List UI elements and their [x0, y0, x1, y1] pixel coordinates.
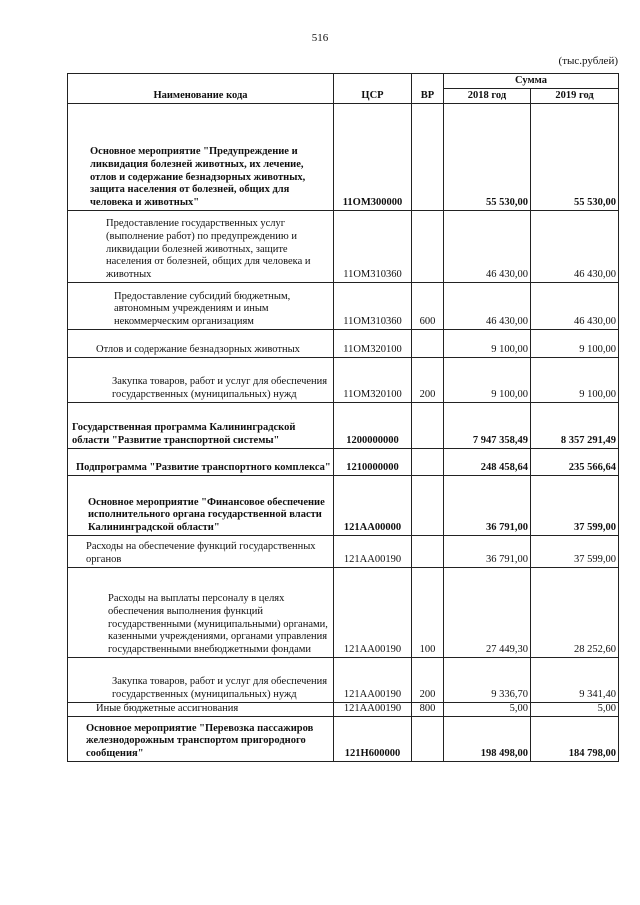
header-year-2018: 2018 год: [444, 89, 531, 104]
row-csr: 11ОМ320100: [334, 358, 412, 403]
row-name: Подпрограмма "Развитие транспортного комплекса": [68, 449, 334, 476]
row-name: Закупка товаров, работ и услуг для обеспечения государственных (муниципальных) нужд: [68, 658, 334, 703]
row-sum-2018: 46 430,00: [444, 283, 531, 330]
row-vr: 800: [412, 703, 444, 717]
row-sum-2019: 37 599,00: [531, 536, 619, 568]
row-csr: 11ОМ300000: [334, 104, 412, 211]
header-year-2019: 2019 год: [531, 89, 619, 104]
row-csr: 11ОМ310360: [334, 283, 412, 330]
row-csr: 11ОМ320100: [334, 330, 412, 358]
row-sum-2019: 9 341,40: [531, 658, 619, 703]
row-csr: 121АА00190: [334, 536, 412, 568]
row-vr: [412, 330, 444, 358]
table-row: [68, 358, 619, 403]
row-name: Государственная программа Калининградской области "Развитие транспортной системы": [68, 403, 334, 449]
table-row: [68, 717, 619, 762]
row-sum-2019: 9 100,00: [531, 330, 619, 358]
table-row: [68, 476, 619, 536]
row-name: Основное мероприятие "Финансовое обеспечение исполнительного органа государственной власти Калининградской области": [68, 476, 334, 536]
row-sum-2019: 28 252,60: [531, 568, 619, 658]
row-csr: 121Н600000: [334, 717, 412, 762]
row-name: Основное мероприятие "Перевозка пассажиров железнодорожным транспортом пригородного сообщения": [68, 717, 334, 762]
row-sum-2019: 8 357 291,49: [531, 403, 619, 449]
row-csr: 11ОМ310360: [334, 211, 412, 283]
row-sum-2018: 55 530,00: [444, 104, 531, 211]
row-csr: 121АА00190: [334, 568, 412, 658]
row-csr: 121АА00000: [334, 476, 412, 536]
table-row: [68, 283, 619, 330]
row-vr: [412, 717, 444, 762]
table-row: [68, 211, 619, 283]
row-sum-2019: 37 599,00: [531, 476, 619, 536]
table-row: [68, 658, 619, 703]
row-sum-2018: 27 449,30: [444, 568, 531, 658]
row-vr: [412, 449, 444, 476]
row-csr: 121АА00190: [334, 658, 412, 703]
page-number: 516: [311, 32, 329, 44]
header-sum: Сумма: [444, 74, 619, 89]
header-row-1: [68, 74, 619, 89]
row-name: Расходы на выплаты персоналу в целях обеспечения выполнения функций государственными (муниципальными) органами, казенными учреждениями, органами управления государственными внебюджетными фондами: [68, 568, 334, 658]
row-sum-2018: 7 947 358,49: [444, 403, 531, 449]
row-sum-2018: 248 458,64: [444, 449, 531, 476]
row-sum-2018: 46 430,00: [444, 211, 531, 283]
row-sum-2019: 55 530,00: [531, 104, 619, 211]
table-row: [68, 536, 619, 568]
row-sum-2019: 5,00: [531, 703, 619, 717]
table-row: [68, 330, 619, 358]
budget-table: [67, 73, 619, 762]
row-csr: 1210000000: [334, 449, 412, 476]
row-name: Предоставление субсидий бюджетным, автономным учреждениям и иным некоммерческим организациям: [68, 283, 334, 330]
row-sum-2019: 184 798,00: [531, 717, 619, 762]
row-csr: 1200000000: [334, 403, 412, 449]
header-csr: ЦСР: [334, 74, 412, 104]
row-vr: [412, 403, 444, 449]
row-sum-2019: 46 430,00: [531, 211, 619, 283]
row-name: Расходы на обеспечение функций государственных органов: [68, 536, 334, 568]
row-csr: 121АА00190: [334, 703, 412, 717]
row-sum-2019: 235 566,64: [531, 449, 619, 476]
row-sum-2018: 9 100,00: [444, 330, 531, 358]
row-sum-2018: 198 498,00: [444, 717, 531, 762]
table-row: [68, 104, 619, 211]
row-sum-2018: 9 336,70: [444, 658, 531, 703]
row-name: Основное мероприятие "Предупреждение и ликвидация болезней животных, их лечение, отлов и содержание безнадзорных животных, защита населения от болезней, общих для человека и животных": [68, 104, 334, 211]
header-vr: ВР: [412, 74, 444, 104]
row-vr: 200: [412, 658, 444, 703]
row-sum-2018: 36 791,00: [444, 476, 531, 536]
row-vr: [412, 476, 444, 536]
row-sum-2018: 36 791,00: [444, 536, 531, 568]
row-vr: 600: [412, 283, 444, 330]
row-name: Предоставление государственных услуг (выполнение работ) по предупреждению и ликвидации болезней животных, защите населения от болезней, общих для человека и животных: [68, 211, 334, 283]
header-name: Наименование кода: [68, 74, 334, 104]
row-vr: 100: [412, 568, 444, 658]
table-row: [68, 703, 619, 717]
table-row: [68, 568, 619, 658]
units-label: (тыс.рублей): [558, 55, 618, 67]
table-row: [68, 403, 619, 449]
row-vr: [412, 536, 444, 568]
row-sum-2019: 46 430,00: [531, 283, 619, 330]
row-name: Отлов и содержание безнадзорных животных: [68, 330, 334, 358]
row-sum-2018: 5,00: [444, 703, 531, 717]
row-vr: [412, 104, 444, 211]
row-name: Закупка товаров, работ и услуг для обеспечения государственных (муниципальных) нужд: [68, 358, 334, 403]
row-name: Иные бюджетные ассигнования: [68, 703, 334, 717]
row-vr: 200: [412, 358, 444, 403]
row-vr: [412, 211, 444, 283]
row-sum-2018: 9 100,00: [444, 358, 531, 403]
table-row: [68, 449, 619, 476]
row-sum-2019: 9 100,00: [531, 358, 619, 403]
